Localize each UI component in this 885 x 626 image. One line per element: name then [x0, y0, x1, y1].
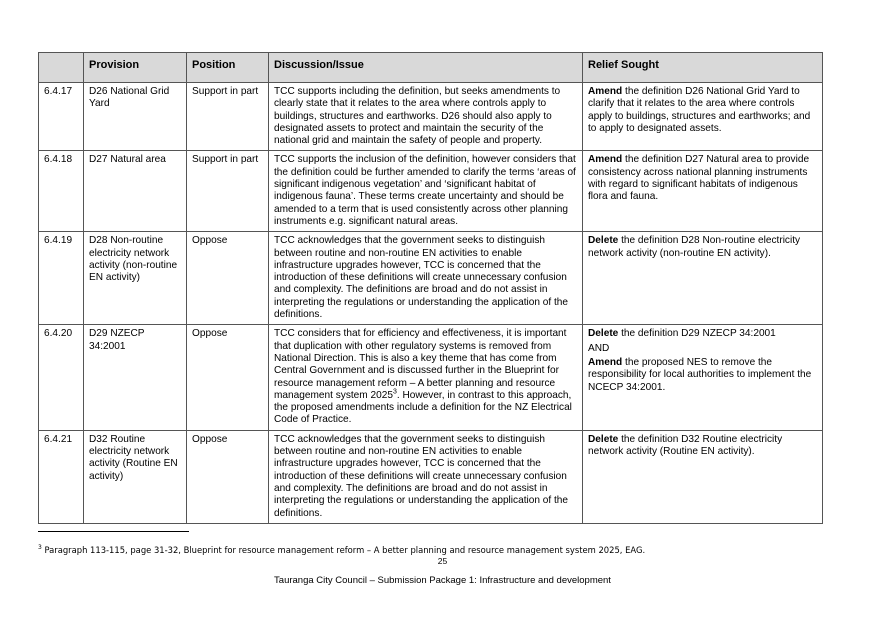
table-row — [39, 83, 823, 151]
row-number: 6.4.20 — [39, 325, 84, 430]
relief-text: the definition D29 NZECP 34:2001 — [618, 328, 776, 340]
table-header-row — [39, 53, 823, 83]
row-number: 6.4.17 — [39, 83, 84, 151]
row-relief — [583, 430, 823, 523]
header-provision: Provision — [84, 53, 187, 83]
page-number: 25 — [437, 556, 448, 566]
discussion-text: TCC considers that for efficiency and effectiveness, it is important that duplication with other regulatory systems is removed from National Direction. This is also a key theme that has come from Central Government and is discussed further in the Blueprint for resource management reform – A better planning and resource management system 2025 — [274, 328, 567, 401]
row-number: 6.4.18 — [39, 151, 84, 232]
row-discussion: TCC supports including the definition, but seeks amendments to clearly state that it relates to the area where controls apply to buildings, structures and earthworks. D26 should also apply to designated assets to protect and maintain the security of the national grid and maintain the safety of people and property. — [269, 83, 583, 151]
relief-action: Delete — [588, 328, 619, 340]
row-discussion: TCC acknowledges that the government seeks to distinguish between routine and non-routine EN activities to enable infrastructure upgrades however, TCC is concerned that the introduction of these definitions will create unnecessary confusion and complexity. The definitions are broad and do not assist in interpreting the regulations or understanding the application of the definitions. — [269, 232, 583, 325]
relief-text: the definition D26 National Grid Yard to clarify that it relates to the area where controls apply to buildings, structures and earthworks; and to apply to designated assets. — [588, 86, 811, 134]
relief-text: the definition D32 Routine electricity network activity (Routine EN activity). — [588, 433, 783, 458]
header-relief: Relief Sought — [583, 53, 823, 83]
relief-connector: AND — [588, 342, 610, 354]
header-discussion: Discussion/Issue — [269, 53, 583, 83]
row-position: Oppose — [187, 430, 269, 523]
row-position: Oppose — [187, 232, 269, 325]
relief-action: Delete — [588, 235, 619, 247]
relief-action: Amend — [588, 154, 623, 166]
relief-line — [588, 328, 817, 340]
row-discussion — [269, 325, 583, 430]
row-position: Support in part — [187, 83, 269, 151]
header-number — [39, 53, 84, 83]
row-relief — [583, 232, 823, 325]
footnote-separator — [38, 531, 189, 532]
page-footer: Tauranga City Council – Submission Package 1: Infrastructure and development — [274, 575, 611, 586]
row-provision: D28 Non-routine electricity network activity (non-routine EN activity) — [84, 232, 187, 325]
row-position: Oppose — [187, 325, 269, 430]
table-row — [39, 325, 823, 430]
table-row — [39, 151, 823, 232]
relief-action: Amend — [588, 356, 623, 368]
submission-table — [38, 52, 823, 524]
row-relief — [583, 151, 823, 232]
footnote-mark: 3 — [38, 544, 42, 551]
row-provision: D26 National Grid Yard — [84, 83, 187, 151]
row-discussion: TCC supports the inclusion of the definition, however considers that the definition could be further amended to clarify the terms ‘areas of significant indigenous vegetation’ and ‘significant habitat of indigenous fauna’. These terms create uncertainty and should be amended to a term that is used consistently across other planning instruments e.g. significant natural areas. — [269, 151, 583, 232]
footnote-reference: 3 — [392, 388, 397, 396]
row-relief — [583, 325, 823, 430]
footnote — [38, 544, 645, 555]
row-provision: D32 Routine electricity network activity (Routine EN activity) — [84, 430, 187, 523]
row-relief — [583, 83, 823, 151]
relief-text: the definition D27 Natural area to provide consistency across national planning instruments with regard to significant habitats of indigenous flora and fauna. — [588, 154, 810, 203]
relief-line — [588, 357, 817, 394]
row-discussion: TCC acknowledges that the government seeks to distinguish between routine and non-routine EN activities to enable infrastructure upgrades however, TCC is concerned that the introduction of these definitions will create unnecessary confusion and complexity. The definitions are broad and do not assist in interpreting the regulations or understanding the application of the definitions. — [269, 430, 583, 523]
footnote-text: Paragraph 113-115, page 31-32, Blueprint for resource management reform – A better planning and resource management system 2025, EAG. — [41, 544, 646, 555]
table-row — [39, 430, 823, 523]
discussion-text: . However, in contrast to this approach, the proposed amendments include a definition for the NZ Electrical Code of Practice. — [274, 389, 572, 426]
header-position: Position — [187, 53, 269, 83]
row-position: Support in part — [187, 151, 269, 232]
row-provision: D29 NZECP 34:2001 — [84, 325, 187, 430]
relief-text: the proposed NES to remove the responsibility for local authorities to implement the NCECP 34:2001. — [588, 356, 812, 393]
row-number: 6.4.19 — [39, 232, 84, 325]
row-number: 6.4.21 — [39, 430, 84, 523]
relief-action: Amend — [588, 86, 623, 97]
table-row — [39, 232, 823, 325]
relief-action: Delete — [588, 433, 619, 445]
row-provision: D27 Natural area — [84, 151, 187, 232]
relief-text: the definition D28 Non-routine electricity network activity (non-routine EN activity). — [588, 235, 801, 259]
